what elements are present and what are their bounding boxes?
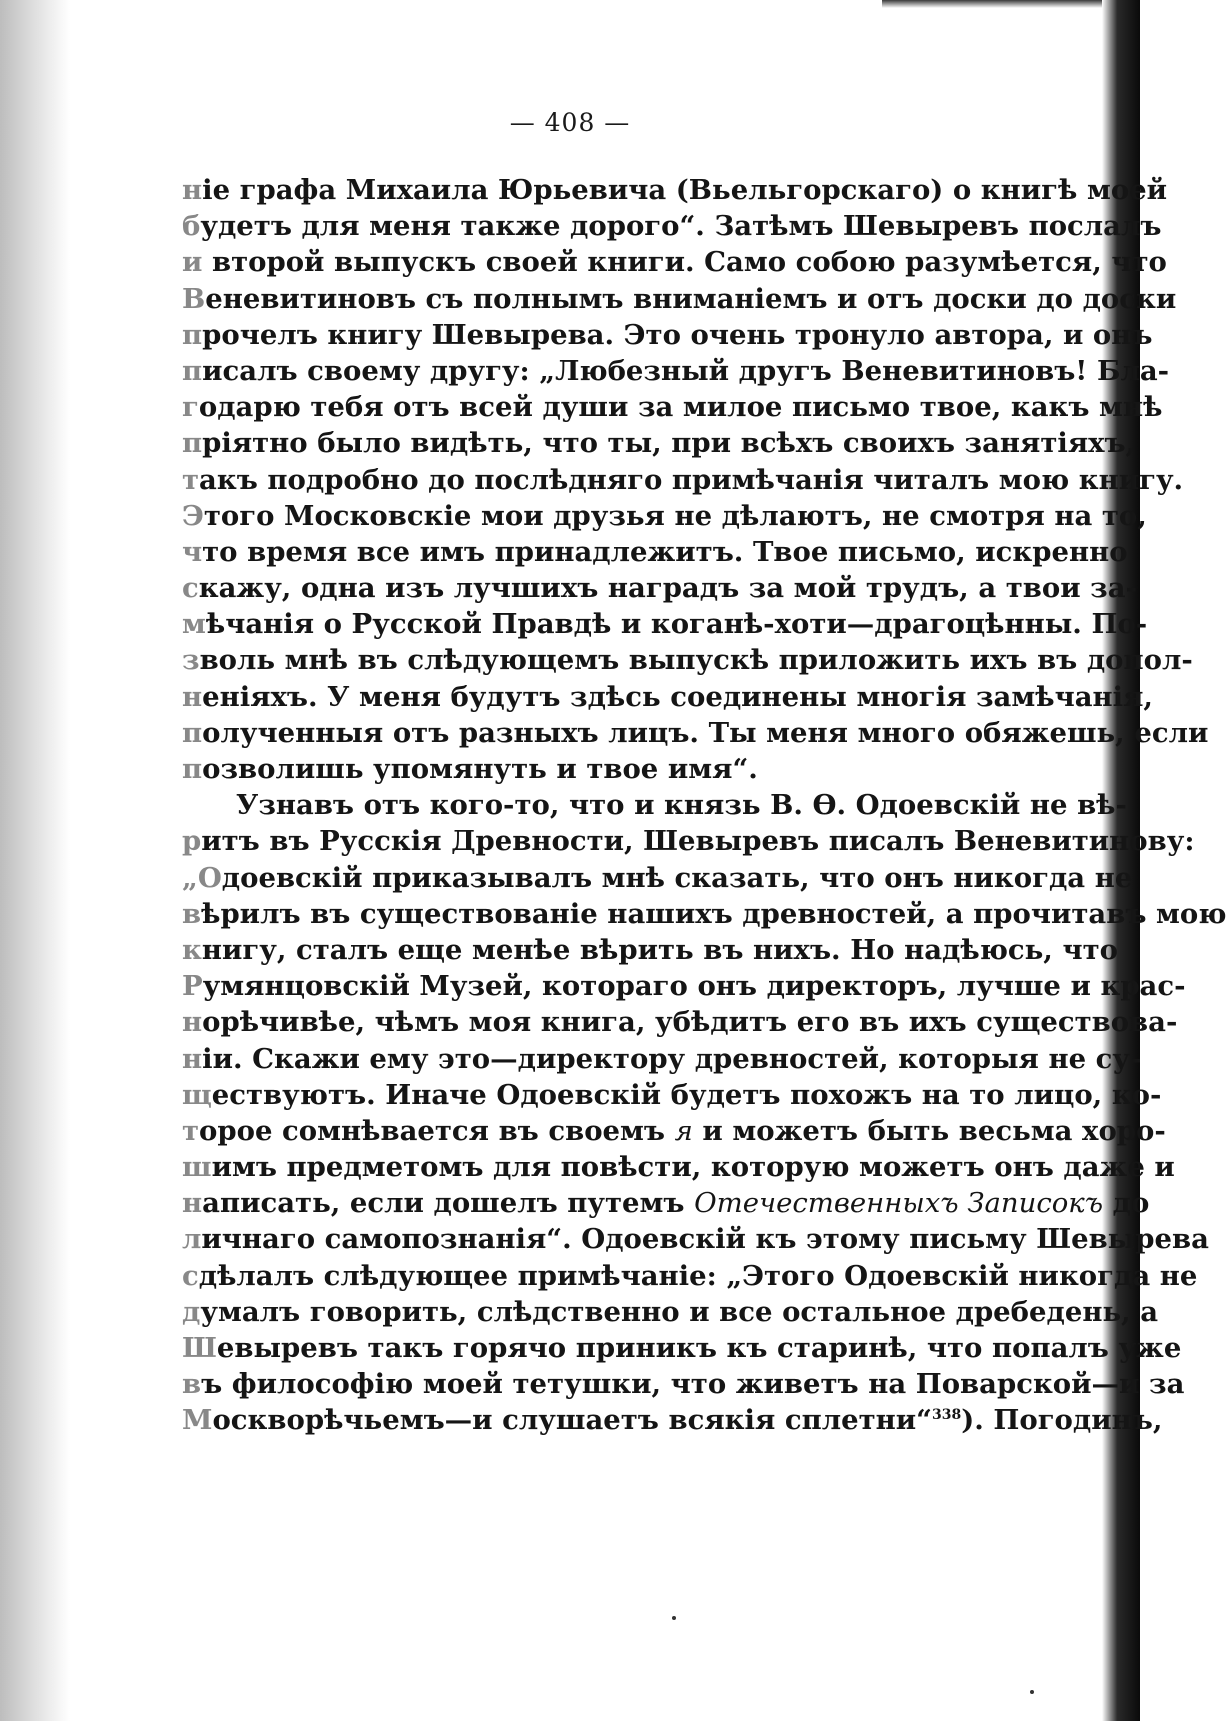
text-line: скажу, одна изъ лучшихъ наградъ за мой трудъ, а твои за-: [182, 572, 1137, 605]
text-line: пріятно было видѣть, что ты, при всѣхъ своихъ занятіяхъ,: [182, 427, 1136, 460]
italic-title: Отечественныхъ Записокъ: [694, 1187, 1104, 1220]
scan-speck: [1030, 1690, 1034, 1694]
text-line: „Одоевскій приказывалъ мнѣ сказать, что онъ никогда не: [182, 861, 1133, 894]
text-line: полученныя отъ разныхъ лицъ. Ты меня много обяжешь, если: [182, 716, 1209, 749]
text-line: писалъ своему другу: „Любезный другъ Веневитиновъ! Бла-: [182, 354, 1170, 387]
text-line: Веневитиновъ съ полнымъ вниманіемъ и отъ доски до доски: [182, 282, 1177, 315]
text-line: Румянцовскій Музей, котораго онъ директоръ, лучше и крас-: [182, 970, 1186, 1003]
text-line: Шевыревъ такъ горячо приникъ къ старинѣ, что попалъ уже: [182, 1332, 1182, 1364]
text-line: личнаго самопознанія“. Одоевскій къ этому письму Шевырева: [182, 1223, 1209, 1256]
text-line: неніяхъ. У меня будутъ здѣсь соединены многія замѣчанія,: [182, 680, 1153, 713]
italic-word: я: [674, 1114, 693, 1147]
text-line: ществуютъ. Иначе Одоевскій будетъ похожъ на то лицо, ко-: [182, 1078, 1162, 1111]
text-line-paragraph-start: Узнавъ отъ кого-то, что и князь В. Ѳ. Одоевскій не вѣ-: [236, 789, 1127, 822]
text-line: написать, если дошелъ путемъ Отечественныхъ Записокъ до: [182, 1187, 1150, 1220]
text-line: годарю тебя отъ всей души за милое письмо твое, какъ мнѣ: [182, 391, 1163, 424]
text-line: и второй выпускъ своей книги. Само собою разумѣется, что: [182, 246, 1167, 279]
body-text: [182, 172, 1226, 1439]
text-line: будетъ для меня также дорого“. Затѣмъ Шевыревъ послалъ: [182, 210, 1162, 243]
text-line: ритъ въ Русскія Древности, Шевыревъ писалъ Веневитинову:: [182, 825, 1195, 858]
text-line: сдѣлалъ слѣдующее примѣчаніе: „Этого Одоевскій никогда не: [182, 1259, 1198, 1292]
scan-shadow-left: [0, 0, 70, 1721]
text-line: шимъ предметомъ для повѣсти, которую можетъ онъ даже и: [182, 1151, 1175, 1184]
text-line: Этого Московскіе мои друзья не дѣлаютъ, не смотря на то,: [182, 499, 1147, 532]
text-line: позволишь упомянуть и твое имя“.: [182, 753, 758, 785]
text-line: Москворѣчьемъ—и слушаетъ всякія сплетни“$^{338}$). Погодинъ,: [182, 1404, 1163, 1437]
text-line: торое сомнѣвается въ своемъ я и можетъ быть весьма хоро-: [182, 1114, 1166, 1147]
page-number: — 408 —: [509, 108, 631, 137]
text-line: ніи. Скажи ему это—директору древностей, которыя не су-: [182, 1042, 1142, 1075]
text-line: думалъ говорить, слѣдственно и все остальное дребедень, а: [182, 1295, 1159, 1328]
text-line: ніе графа Михаила Юрьевича (Вьельгорскаго) о книгѣ моей: [182, 174, 1168, 206]
scan-speck: [672, 1616, 676, 1620]
text-line: зволь мнѣ въ слѣдующемъ выпускѣ приложить ихъ въ допол-: [182, 644, 1193, 677]
text-line: въ философію моей тетушки, что живетъ на Поварской—и за: [182, 1368, 1185, 1401]
text-line: норѣчивѣе, чѣмъ моя книга, убѣдитъ его въ ихъ существова-: [182, 1006, 1178, 1039]
footnote-marker: 338: [931, 1407, 962, 1424]
text-line: что время все имъ принадлежитъ. Твое письмо, искренно: [182, 535, 1128, 568]
scan-edge-top: [882, 0, 1102, 8]
text-line: прочелъ книгу Шевырева. Это очень тронуло автора, и онъ: [182, 318, 1153, 351]
text-line: такъ подробно до послѣдняго примѣчанія читалъ мою книгу.: [182, 463, 1184, 496]
text-line: мѣчанія о Русской Правдѣ и коганѣ-хоти—драгоцѣнны. По-: [182, 608, 1148, 641]
text-line: вѣрилъ въ существованіе нашихъ древностей, а прочитавъ мою: [182, 897, 1226, 930]
text-line: книгу, сталъ еще менѣе вѣрить въ нихъ. Но надѣюсь, что: [182, 933, 1118, 966]
